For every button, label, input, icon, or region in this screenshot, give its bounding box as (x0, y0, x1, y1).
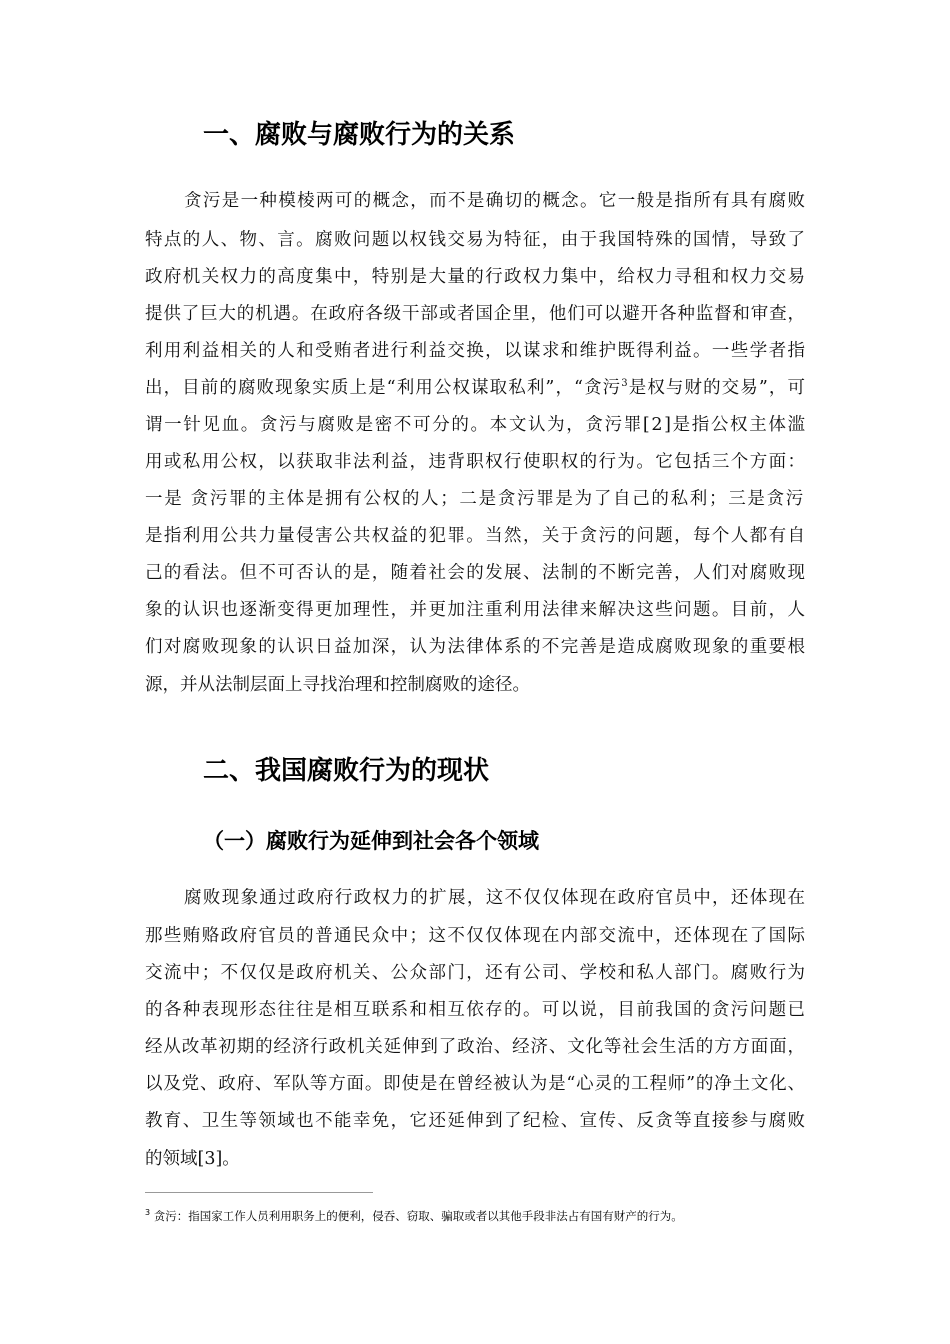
section-2-heading: 二、我国腐败行为的现状 (203, 756, 490, 786)
paragraph-line: 那些贿赂政府官员的普通民众中；这不仅仅体现在内部交流中，还体现在了国际 (145, 926, 807, 946)
paragraph-line: 利用利益相关的人和受贿者进行利益交换，以谋求和维护既得利益。一些学者指 (145, 341, 807, 361)
paragraph-line: 源，并从法制层面上寻找治理和控制腐败的途径。 (145, 675, 530, 695)
footnote-separator (145, 1192, 373, 1193)
paragraph-line: 是指利用公共力量侵害公共权益的犯罪。当然，关于贪污的问题，每个人都有自 (145, 526, 807, 546)
paragraph-line: 特点的人、物、言。腐败问题以权钱交易为特征，由于我国特殊的国情，导致了 (145, 230, 807, 250)
paragraph-line: 教育、卫生等领域也不能幸免，它还延伸到了纪检、宣传、反贪等直接参与腐败 (145, 1111, 807, 1131)
footnote-marker: 3 (145, 1208, 151, 1218)
footnote (145, 1207, 825, 1225)
paragraph-line: 以及党、政府、军队等方面。即使是在曾经被认为是“心灵的工程师”的净土文化、 (145, 1074, 806, 1094)
paragraph-line: 用或私用公权，以获取非法利益，违背职权行使职权的行为。它包括三个方面： (145, 452, 807, 472)
paragraph-line: 贪污是一种模棱两可的概念，而不是确切的概念。它一般是指所有具有腐败 (184, 191, 807, 211)
paragraph-line: 出，目前的腐败现象实质上是“利用公权谋取私利”，“贪污$^3$是权与财的交易”，可 (145, 378, 807, 398)
paragraph-line: 提供了巨大的机遇。在政府各级干部或者国企里，他们可以避开各种监督和审查， (145, 304, 806, 324)
paragraph-line: 政府机关权力的高度集中，特别是大量的行政权力集中，给权力寻租和权力交易 (145, 267, 807, 287)
paragraph-line: 的各种表现形态往往是相互联系和相互依存的。可以说，目前我国的贪污问题已 (145, 1000, 807, 1020)
paragraph-line: 象的认识也逐渐变得更加理性，并更加注重利用法律来解决这些问题。目前，人 (145, 600, 807, 620)
paragraph-line: 一是 贪污罪的主体是拥有公权的人；二是贪污罪是为了自己的私利；三是贪污 (145, 489, 805, 509)
paragraph-line: 交流中；不仅仅是政府机关、公众部门，还有公司、学校和私人部门。腐败行为 (145, 963, 807, 983)
paragraph-line: 经从改革初期的经济行政机关延伸到了政治、经济、文化等社会生活的方方面面， (145, 1037, 806, 1057)
section-1-heading: 一、腐败与腐败行为的关系 (203, 120, 516, 150)
footnote-reference: 3 (621, 378, 629, 390)
paragraph-line: 谓一针见血。贪污与腐败是密不可分的。本文认为，贪污罪[2]是指公权主体滥 (145, 415, 807, 435)
paragraph-line: 己的看法。但不可否认的是，随着社会的发展、法制的不断完善，人们对腐败现 (145, 563, 807, 583)
subsection-heading: （一）腐败行为延伸到社会各个领域 (203, 829, 539, 853)
paragraph-line: 腐败现象通过政府行政权力的扩展，这不仅仅体现在政府官员中，还体现在 (184, 888, 807, 908)
paragraph-line: 的领域[3]。 (145, 1149, 240, 1169)
paragraph-line: 们对腐败现象的认识日益加深，认为法律体系的不完善是造成腐败现象的重要根 (145, 637, 807, 657)
footnote-text: 贪污：指国家工作人员利用职务上的便利，侵吞、窃取、骗取或者以其他手段非法占有国有财产的行为。 (153, 1209, 683, 1223)
